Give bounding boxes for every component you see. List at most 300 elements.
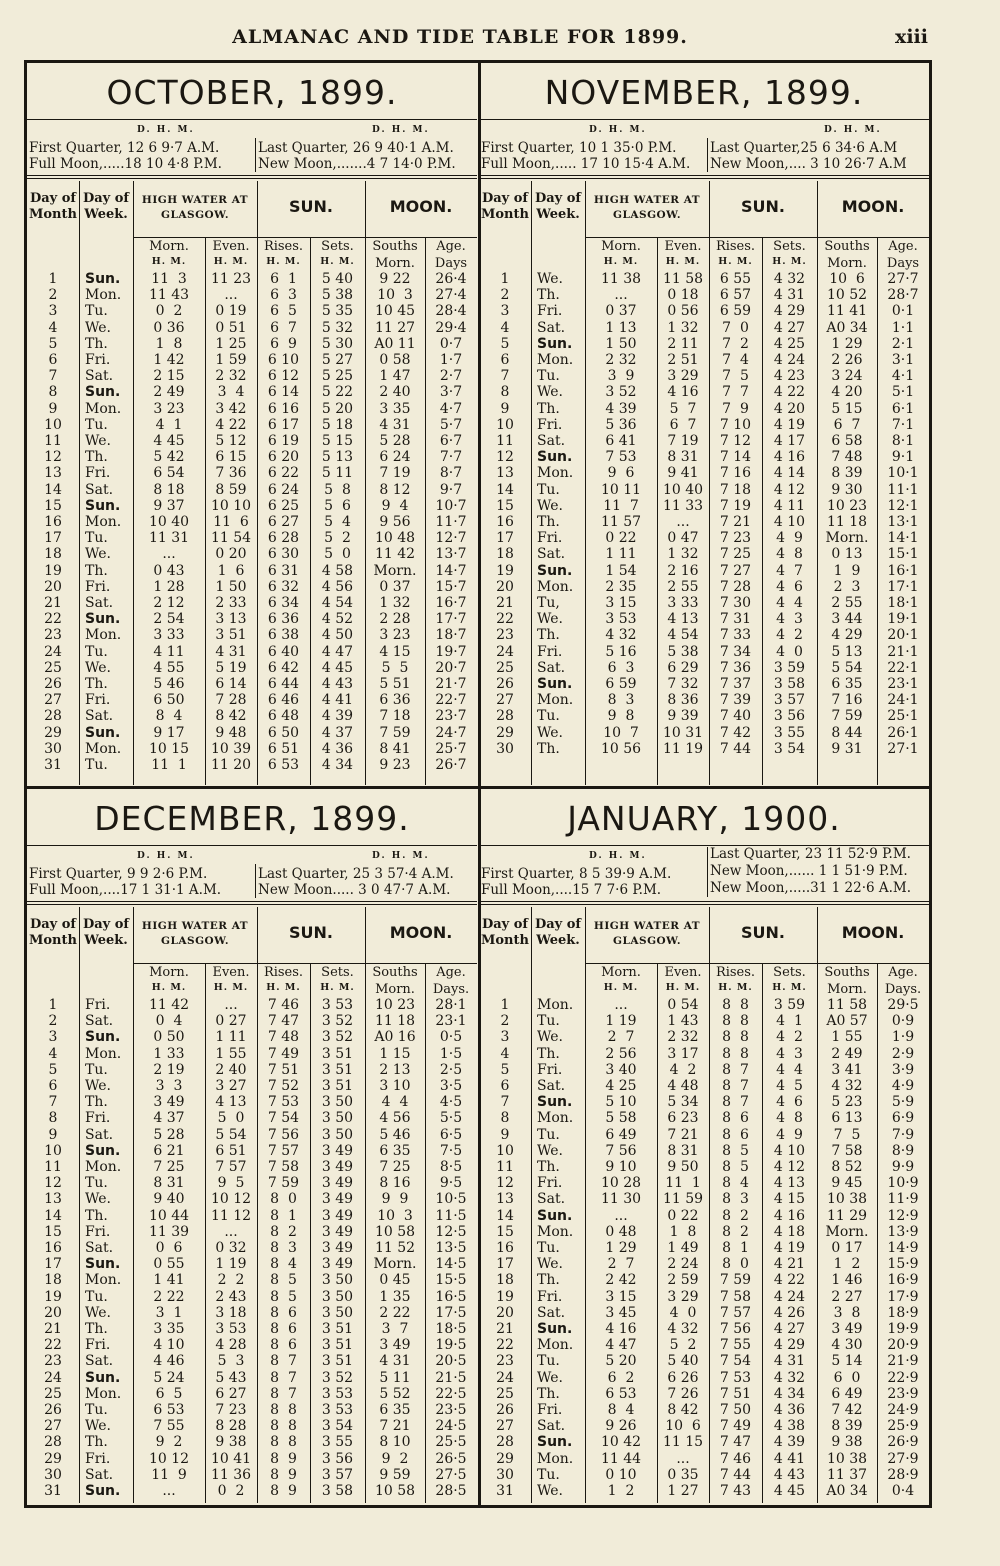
table-row bbox=[479, 1402, 929, 1419]
moon-age: 27·4 bbox=[435, 287, 467, 304]
day-of-week: Sun. bbox=[85, 1483, 121, 1499]
moon-souths: 10 58 bbox=[374, 1223, 416, 1240]
col-day-week-label: Day of bbox=[82, 917, 130, 932]
moon-souths: 5 13 bbox=[831, 643, 863, 660]
day-of-month: 20 bbox=[44, 578, 62, 595]
moon-souths: 1 2 bbox=[833, 1256, 861, 1273]
subhead: Sets. bbox=[321, 239, 354, 254]
table-row bbox=[27, 1046, 477, 1063]
moon-age: 8·5 bbox=[439, 1159, 463, 1175]
high-water-evening: 9 5 bbox=[217, 1175, 245, 1192]
subhead-unit: Days bbox=[434, 256, 468, 271]
subhead: Morn. bbox=[601, 239, 641, 254]
high-water-evening: 0 2 bbox=[217, 1483, 245, 1499]
high-water-evening: 4 2 bbox=[669, 1061, 697, 1078]
sun-sets: 4 1 bbox=[776, 1013, 803, 1030]
high-water-evening: 7 57 bbox=[215, 1159, 247, 1175]
moon-age: 12·9 bbox=[887, 1207, 919, 1224]
high-water-morning: 3 35 bbox=[153, 1321, 185, 1337]
moon-souths: 6 35 bbox=[379, 1142, 411, 1159]
sun-sets: 3 56 bbox=[773, 708, 806, 725]
high-water-evening: 0 51 bbox=[215, 319, 247, 336]
col-day-week-label-2: Week. bbox=[84, 933, 128, 948]
day-of-month: 15 bbox=[44, 497, 62, 514]
day-of-month: 24 bbox=[44, 1369, 62, 1386]
moon-age: 6·7 bbox=[439, 433, 463, 449]
col-high-water-label-2: GLASGOW. bbox=[160, 935, 229, 947]
high-water-evening: 6 14 bbox=[215, 676, 247, 692]
sun-rises: 8 6 bbox=[270, 1304, 297, 1321]
sun-rises: 8 7 bbox=[722, 1061, 749, 1078]
sun-rises: 6 17 bbox=[267, 416, 300, 433]
high-water-evening: 8 28 bbox=[215, 1418, 247, 1435]
moon-age: 24·9 bbox=[887, 1402, 919, 1418]
table-row bbox=[27, 465, 477, 482]
subhead: Even. bbox=[212, 965, 250, 980]
moon-souths: 6 49 bbox=[831, 1385, 863, 1402]
high-water-morning: 10 11 bbox=[600, 481, 642, 498]
subhead-unit: H. M. bbox=[320, 256, 355, 267]
sun-sets: 3 51 bbox=[321, 1353, 354, 1370]
dhm-label-left: D. H. M. bbox=[589, 125, 647, 135]
moon-souths: 6 36 bbox=[379, 692, 411, 709]
moon-souths: 1 55 bbox=[831, 1029, 863, 1046]
sun-sets: 3 54 bbox=[321, 1418, 354, 1435]
table-row bbox=[27, 1272, 477, 1289]
moon-age: 19·7 bbox=[435, 643, 467, 660]
sun-rises: 6 30 bbox=[267, 546, 300, 563]
day-of-month: 17 bbox=[496, 530, 514, 547]
moon-age: 12·5 bbox=[435, 1223, 467, 1240]
high-water-evening: 3 17 bbox=[667, 1045, 699, 1062]
sun-rises: 6 22 bbox=[267, 465, 300, 482]
day-of-week: Th. bbox=[537, 514, 560, 530]
day-of-month: 5 bbox=[500, 1061, 510, 1078]
day-of-week: Mon. bbox=[85, 1385, 122, 1402]
day-of-week: Fri. bbox=[537, 303, 563, 320]
table-row bbox=[479, 1110, 929, 1127]
table-row bbox=[27, 627, 477, 644]
sun-rises: 7 53 bbox=[719, 1369, 752, 1386]
high-water-morning: 3 40 bbox=[605, 1061, 637, 1078]
sun-sets: 4 7 bbox=[776, 562, 803, 579]
moon-souths: 3 49 bbox=[379, 1337, 411, 1354]
moon-souths: 3 10 bbox=[379, 1078, 411, 1094]
day-of-month: 5 bbox=[48, 1061, 58, 1078]
moon-age: 2·5 bbox=[439, 1061, 463, 1078]
high-water-evening: 0 22 bbox=[667, 1207, 699, 1224]
dhm-label-left: D. H. M. bbox=[589, 851, 647, 861]
moon-age: 10·9 bbox=[887, 1175, 919, 1192]
table-row bbox=[27, 449, 477, 466]
day-of-month: 2 bbox=[500, 287, 510, 304]
table-row bbox=[27, 579, 477, 596]
moon-souths: Morn. bbox=[825, 530, 869, 547]
moon-souths: 4 31 bbox=[379, 1353, 411, 1370]
high-water-morning: 1 29 bbox=[605, 1240, 637, 1256]
day-of-week: Th. bbox=[85, 1321, 108, 1337]
high-water-morning: 0 2 bbox=[155, 303, 183, 320]
moon-age: 28·9 bbox=[887, 1466, 919, 1483]
day-of-week: Tu. bbox=[537, 1126, 560, 1143]
high-water-evening: 5 38 bbox=[667, 643, 699, 660]
moon-age: 18·9 bbox=[887, 1304, 919, 1321]
col-day-month-label-2: Month bbox=[29, 933, 77, 948]
high-water-morning: 5 10 bbox=[605, 1094, 637, 1111]
high-water-evening: 4 16 bbox=[667, 384, 699, 401]
day-of-week: Th. bbox=[537, 1272, 560, 1289]
sun-sets: 5 11 bbox=[321, 465, 354, 482]
moon-souths: 10 45 bbox=[374, 303, 416, 320]
high-water-morning: 4 11 bbox=[153, 643, 185, 660]
month-panel bbox=[27, 789, 477, 1503]
high-water-morning: 2 19 bbox=[153, 1061, 185, 1078]
subhead: Age. bbox=[888, 239, 918, 254]
sun-sets: 4 43 bbox=[773, 1466, 806, 1483]
sun-sets: 4 43 bbox=[321, 676, 354, 692]
moon-age: 26·5 bbox=[435, 1450, 467, 1467]
high-water-evening: 4 22 bbox=[215, 416, 247, 433]
moon-souths: 2 55 bbox=[831, 595, 863, 611]
sun-sets: 4 41 bbox=[773, 1450, 806, 1467]
table-row bbox=[479, 1272, 929, 1289]
moon-age: 0·9 bbox=[891, 1013, 915, 1030]
high-water-evening: 1 27 bbox=[667, 1483, 699, 1499]
moon-age: 8·7 bbox=[439, 465, 463, 482]
moon-souths: 8 39 bbox=[831, 1418, 863, 1435]
day-of-month: 22 bbox=[496, 611, 514, 628]
day-of-month: 4 bbox=[48, 1045, 58, 1062]
subhead: Sets. bbox=[773, 965, 806, 980]
sun-rises: 6 27 bbox=[267, 514, 300, 530]
month-panel bbox=[27, 63, 477, 785]
phase-first-quarter: First Quarter, 8 5 39·9 A.M. bbox=[481, 866, 672, 882]
moon-souths: Morn. bbox=[825, 1223, 869, 1240]
high-water-evening: 3 29 bbox=[667, 368, 699, 385]
sun-sets: 4 16 bbox=[773, 1207, 806, 1224]
day-of-week: Mon. bbox=[85, 1272, 122, 1289]
sun-sets: 4 19 bbox=[773, 416, 806, 433]
high-water-evening: 7 26 bbox=[667, 1385, 699, 1402]
moon-souths: 10 3 bbox=[377, 1207, 413, 1224]
high-water-morning: 0 43 bbox=[153, 562, 185, 579]
day-of-week: Sun. bbox=[85, 724, 121, 741]
day-of-month: 3 bbox=[500, 303, 510, 320]
high-water-evening: 11 58 bbox=[662, 271, 704, 287]
day-of-week: Mon. bbox=[537, 997, 574, 1013]
table-row bbox=[27, 1143, 477, 1160]
high-water-evening: 6 15 bbox=[215, 449, 247, 466]
sun-rises: 6 16 bbox=[267, 400, 300, 417]
moon-souths: 4 29 bbox=[831, 627, 863, 644]
sun-rises: 6 32 bbox=[267, 578, 300, 595]
high-water-morning: 3 3 bbox=[155, 1078, 183, 1094]
day-of-month: 9 bbox=[48, 400, 58, 417]
day-of-week: Tu. bbox=[537, 1353, 560, 1370]
moon-age: 29·5 bbox=[887, 997, 919, 1013]
high-water-evening: 1 50 bbox=[215, 578, 247, 595]
moon-age: 25·5 bbox=[435, 1434, 467, 1451]
table-row bbox=[27, 498, 477, 515]
high-water-evening: 8 36 bbox=[667, 692, 699, 709]
table-row bbox=[27, 1483, 477, 1500]
moon-age: 6·1 bbox=[891, 400, 915, 417]
moon-age: 13·1 bbox=[887, 514, 919, 530]
table-row bbox=[27, 563, 477, 580]
moon-souths: 7 21 bbox=[379, 1418, 411, 1435]
moon-souths: 2 13 bbox=[379, 1061, 411, 1078]
sun-rises: 7 4 bbox=[722, 352, 749, 368]
high-water-morning: 2 15 bbox=[153, 368, 185, 385]
day-of-week: Th. bbox=[85, 335, 108, 352]
subhead: Souths bbox=[824, 965, 870, 980]
high-water-morning: 9 6 bbox=[607, 465, 635, 482]
high-water-evening: 10 41 bbox=[210, 1450, 252, 1467]
high-water-morning: 6 21 bbox=[153, 1142, 185, 1159]
day-of-month: 8 bbox=[48, 384, 58, 401]
high-water-morning: 1 41 bbox=[153, 1272, 185, 1289]
moon-age: 23·7 bbox=[435, 708, 467, 725]
high-water-morning: 10 28 bbox=[600, 1175, 642, 1192]
sun-rises: 7 33 bbox=[719, 627, 752, 644]
sun-rises: 8 7 bbox=[270, 1385, 297, 1402]
high-water-morning: 7 25 bbox=[153, 1159, 185, 1175]
moon-souths: 0 58 bbox=[379, 352, 411, 368]
moon-souths: 11 37 bbox=[826, 1466, 868, 1483]
sun-rises: 8 0 bbox=[722, 1256, 749, 1273]
high-water-evening: 2 55 bbox=[667, 578, 699, 595]
day-of-month: 11 bbox=[44, 433, 62, 449]
high-water-morning: 0 4 bbox=[155, 1013, 183, 1030]
subhead-unit: Days. bbox=[884, 982, 922, 997]
table-row bbox=[479, 1321, 929, 1338]
sun-sets: 3 58 bbox=[773, 676, 806, 692]
sun-sets: 4 13 bbox=[773, 1175, 806, 1192]
day-of-week: We. bbox=[537, 384, 563, 401]
moon-age: 3·7 bbox=[439, 384, 463, 401]
moon-age: 22·9 bbox=[887, 1369, 919, 1386]
day-of-month: 10 bbox=[44, 416, 62, 433]
high-water-evening: 2 11 bbox=[667, 335, 699, 352]
moon-souths: 11 42 bbox=[374, 546, 416, 563]
high-water-morning: 10 15 bbox=[148, 740, 190, 757]
col-day-month-label: Day of bbox=[481, 191, 529, 206]
moon-age: 14·9 bbox=[887, 1240, 919, 1256]
moon-age: 24·5 bbox=[435, 1418, 467, 1435]
sun-sets: 3 49 bbox=[321, 1240, 354, 1256]
day-of-week: Mon. bbox=[537, 352, 574, 368]
high-water-morning: 2 49 bbox=[153, 384, 185, 401]
day-of-week: Fri. bbox=[85, 997, 111, 1013]
phase-separator bbox=[255, 864, 256, 898]
sun-rises: 7 21 bbox=[719, 514, 752, 530]
table-row bbox=[479, 1175, 929, 1192]
moon-age: 7·9 bbox=[891, 1126, 915, 1143]
moon-age: 21·5 bbox=[435, 1369, 467, 1386]
dhm-label-right: D. H. M. bbox=[372, 125, 430, 135]
sun-rises: 7 58 bbox=[267, 1159, 300, 1175]
sun-rises: 8 5 bbox=[270, 1272, 297, 1289]
moon-souths: 11 52 bbox=[374, 1240, 416, 1256]
moon-age: 21·9 bbox=[887, 1353, 919, 1370]
table-row bbox=[27, 1208, 477, 1225]
day-of-month: 26 bbox=[44, 676, 62, 692]
col-sun-label: SUN. bbox=[289, 197, 333, 216]
sun-rises: 8 8 bbox=[270, 1402, 297, 1418]
sun-rises: 6 1 bbox=[270, 271, 297, 287]
moon-souths: 9 22 bbox=[379, 271, 411, 287]
moon-souths: 8 39 bbox=[831, 465, 863, 482]
day-of-week: Sun. bbox=[85, 1256, 121, 1273]
high-water-evening: 0 32 bbox=[215, 1240, 247, 1256]
sun-rises: 6 14 bbox=[267, 384, 300, 401]
sun-rises: 7 50 bbox=[719, 1402, 752, 1418]
day-of-month: 2 bbox=[500, 1013, 510, 1030]
phase-first-quarter: First Quarter, 12 6 9·7 A.M. bbox=[29, 140, 220, 156]
sun-rises: 7 49 bbox=[719, 1418, 752, 1435]
high-water-evening: ... bbox=[224, 287, 238, 304]
sun-sets: 4 31 bbox=[773, 287, 806, 304]
high-water-morning: 3 15 bbox=[605, 595, 637, 611]
moon-age: 1·5 bbox=[439, 1045, 463, 1062]
sun-rises: 6 28 bbox=[267, 530, 300, 547]
day-of-week: Sat. bbox=[85, 481, 114, 498]
high-water-morning: 7 55 bbox=[153, 1418, 185, 1435]
high-water-evening: 5 43 bbox=[215, 1369, 247, 1386]
day-of-week: Fri. bbox=[537, 530, 563, 547]
table-row bbox=[479, 1224, 929, 1241]
day-of-week: Sun. bbox=[85, 1142, 121, 1159]
day-of-week: Mon. bbox=[537, 1223, 574, 1240]
high-water-morning: 9 10 bbox=[605, 1159, 637, 1175]
sun-sets: 3 59 bbox=[773, 997, 806, 1013]
dhm-label-right: D. H. M. bbox=[824, 125, 882, 135]
sun-rises: 6 20 bbox=[267, 449, 300, 466]
high-water-morning: 0 55 bbox=[153, 1256, 185, 1273]
subhead: Age. bbox=[436, 239, 466, 254]
day-of-month: 19 bbox=[44, 562, 62, 579]
sun-rises: 7 47 bbox=[267, 1013, 300, 1030]
moon-age: 8·9 bbox=[891, 1142, 915, 1159]
day-of-month: 28 bbox=[44, 708, 62, 725]
moon-age: 12·1 bbox=[887, 497, 919, 514]
table-row bbox=[27, 1451, 477, 1468]
sun-rises: 8 8 bbox=[722, 1013, 749, 1030]
day-of-month: 21 bbox=[44, 1321, 62, 1337]
high-water-evening: 5 12 bbox=[215, 433, 247, 449]
high-water-morning: 2 32 bbox=[605, 352, 637, 368]
col-high-water-label: HIGH WATER AT bbox=[593, 920, 701, 932]
page-header bbox=[0, 26, 1000, 54]
day-of-month: 21 bbox=[496, 1321, 514, 1337]
table-row bbox=[479, 417, 929, 434]
moon-age: 16·5 bbox=[435, 1288, 467, 1305]
moon-age: 4·7 bbox=[439, 400, 463, 417]
day-of-month: 16 bbox=[44, 1240, 62, 1256]
sun-sets: 4 32 bbox=[773, 271, 806, 287]
high-water-morning: 10 40 bbox=[148, 514, 190, 530]
table-row bbox=[27, 1289, 477, 1306]
day-of-week: Th. bbox=[537, 1385, 560, 1402]
moon-age: 5·1 bbox=[891, 384, 915, 401]
header-rule bbox=[133, 237, 477, 238]
subhead-unit: Morn. bbox=[375, 982, 415, 997]
col-moon-label: MOON. bbox=[389, 923, 453, 942]
moon-souths: 9 30 bbox=[831, 481, 863, 498]
day-of-month: 4 bbox=[500, 1045, 510, 1062]
moon-age: 27·1 bbox=[887, 740, 919, 757]
col-high-water-label-2: GLASGOW. bbox=[612, 209, 681, 221]
sun-rises: 8 6 bbox=[722, 1126, 749, 1143]
table-row bbox=[479, 563, 929, 580]
sun-rises: 6 34 bbox=[267, 595, 300, 611]
sun-rises: 6 5 bbox=[270, 303, 297, 320]
moon-souths: 1 32 bbox=[379, 595, 411, 611]
high-water-morning: 3 53 bbox=[605, 611, 637, 628]
sun-rises: 7 46 bbox=[719, 1450, 752, 1467]
sun-rises: 7 34 bbox=[719, 643, 752, 660]
sun-sets: 4 22 bbox=[773, 1272, 806, 1289]
high-water-morning: 11 57 bbox=[600, 514, 642, 530]
day-of-month: 27 bbox=[496, 692, 514, 709]
moon-age: 9·5 bbox=[439, 1175, 463, 1192]
day-of-month: 14 bbox=[496, 1207, 514, 1224]
table-row bbox=[479, 433, 929, 450]
phases-rule-2 bbox=[27, 178, 477, 179]
day-of-week: Mon. bbox=[85, 287, 122, 304]
moon-souths: 8 41 bbox=[379, 740, 411, 757]
table-row bbox=[27, 1191, 477, 1208]
sun-sets: 3 54 bbox=[773, 740, 806, 757]
high-water-morning: 6 53 bbox=[153, 1402, 185, 1418]
high-water-morning: 4 1 bbox=[155, 416, 183, 433]
sun-rises: 8 7 bbox=[270, 1369, 297, 1386]
moon-age: 10·7 bbox=[435, 497, 467, 514]
sun-rises: 7 7 bbox=[722, 384, 749, 401]
day-of-week: Sat. bbox=[537, 1078, 566, 1094]
day-of-month: 22 bbox=[496, 1337, 514, 1354]
day-of-month: 23 bbox=[496, 627, 514, 644]
high-water-morning: 3 33 bbox=[153, 627, 185, 644]
sun-rises: 7 5 bbox=[722, 368, 749, 385]
moon-souths: 2 3 bbox=[833, 578, 861, 595]
day-of-month: 22 bbox=[44, 1337, 62, 1354]
high-water-morning: 4 55 bbox=[153, 659, 185, 676]
table-row bbox=[27, 368, 477, 385]
moon-age: 0·5 bbox=[439, 1029, 463, 1046]
sun-rises: 8 1 bbox=[270, 1207, 297, 1224]
moon-age: 25·1 bbox=[887, 708, 919, 725]
table-row bbox=[27, 287, 477, 304]
moon-age: 16·9 bbox=[887, 1272, 919, 1289]
high-water-evening: 5 3 bbox=[217, 1353, 245, 1370]
day-of-month: 15 bbox=[496, 1223, 514, 1240]
moon-age: 23·1 bbox=[887, 676, 919, 692]
phase-last-quarter: Last Quarter, 23 11 52·9 P.M. bbox=[710, 846, 911, 862]
phase-new-moon: New Moon..... 3 0 47·7 A.M. bbox=[258, 882, 451, 898]
day-of-month: 18 bbox=[44, 546, 62, 563]
table-row bbox=[479, 1013, 929, 1030]
table-row bbox=[479, 336, 929, 353]
moon-age: 20·1 bbox=[887, 627, 919, 644]
sun-sets: 5 18 bbox=[321, 416, 354, 433]
moon-souths: 0 17 bbox=[831, 1240, 863, 1256]
high-water-evening: 1 25 bbox=[215, 335, 247, 352]
day-of-week: Sat. bbox=[85, 1240, 114, 1256]
header-rule bbox=[585, 237, 929, 238]
table-row bbox=[27, 546, 477, 563]
sun-sets: 4 54 bbox=[321, 595, 354, 611]
